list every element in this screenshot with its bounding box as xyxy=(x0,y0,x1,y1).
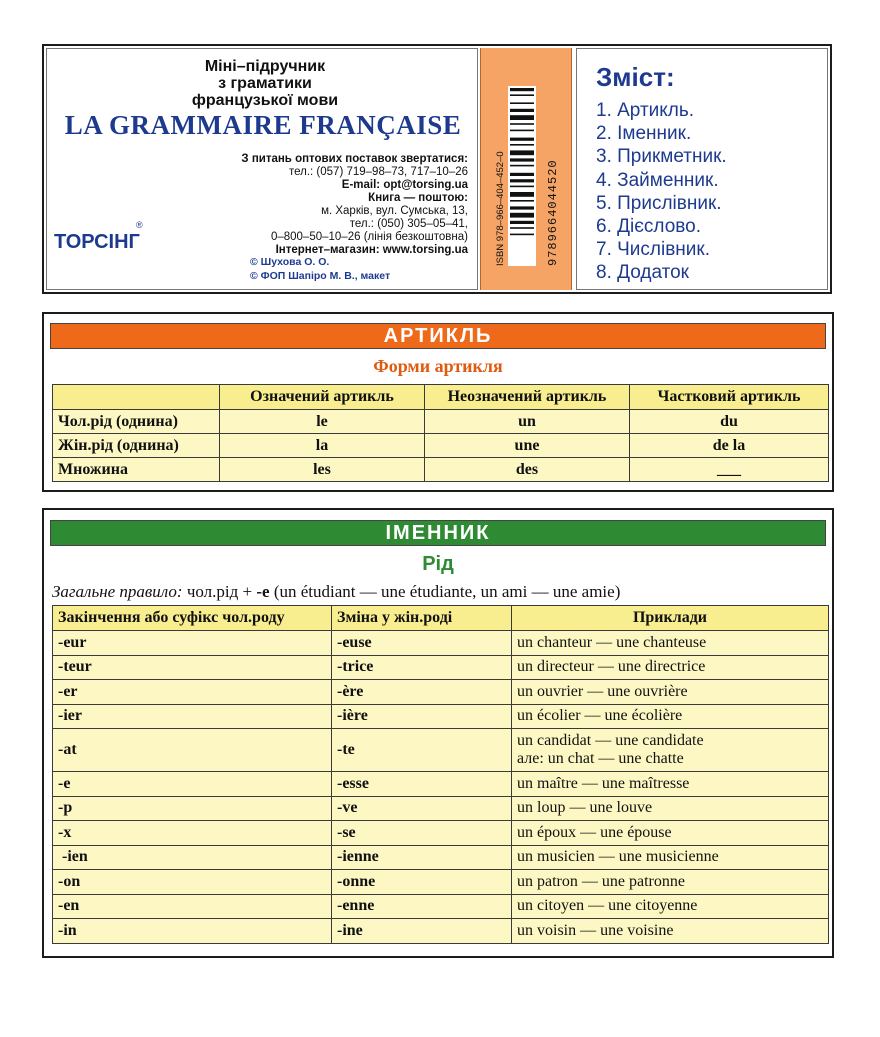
definite-article: la xyxy=(220,434,425,458)
toc-item-noun: 2. Іменник. xyxy=(596,123,692,145)
fem-suffix: -ière xyxy=(332,704,512,729)
masc-suffix: -x xyxy=(53,821,332,846)
barcode-bar xyxy=(510,88,534,91)
contact-line: м. Харків, вул. Сумська, 13, xyxy=(321,205,468,217)
table-header-cell: Приклади xyxy=(512,606,829,631)
table-row xyxy=(53,410,829,434)
table-row xyxy=(53,458,829,482)
contact-line: Книга — поштою: xyxy=(368,192,468,204)
article-heading: АРТИКЛЬ xyxy=(50,323,826,349)
contact-line: тел.: (050) 305–05–41, xyxy=(349,218,468,230)
masc-suffix: -ien xyxy=(53,845,332,870)
contact-line: тел.: (057) 719–98–73, 717–10–26 xyxy=(288,166,468,178)
barcode-bar xyxy=(510,186,534,188)
barcode-bar xyxy=(510,115,534,120)
table-row xyxy=(53,655,829,680)
noun-gender-table xyxy=(52,605,829,944)
barcode-bar xyxy=(510,200,534,202)
definite-article: les xyxy=(220,458,425,482)
example: un directeur — une directrice xyxy=(512,655,829,680)
toc-item-verb: 6. Дієслово. xyxy=(596,216,702,238)
registered-mark: ® xyxy=(136,220,143,230)
masc-suffix: -on xyxy=(53,870,332,895)
subtitle-line: французької мови xyxy=(191,92,339,109)
masc-suffix: -e xyxy=(53,772,332,797)
example: un voisin — une voisine xyxy=(512,919,829,944)
indefinite-article: des xyxy=(425,458,630,482)
barcode-bar xyxy=(510,213,534,218)
example xyxy=(512,729,829,772)
toc-item-adverb: 5. Прислівник. xyxy=(596,192,722,214)
masc-suffix: -ier xyxy=(53,704,332,729)
article-subheading: Форми артикля xyxy=(373,356,503,376)
fem-suffix: -onne xyxy=(332,870,512,895)
masc-suffix: -er xyxy=(53,680,332,705)
contact-website: Інтернет–магазин: www.torsing.ua xyxy=(275,244,468,256)
row-label: Множина xyxy=(53,458,220,482)
contact-email: E-mail: opt@torsing.ua xyxy=(341,179,468,191)
toc-title: Зміст: xyxy=(596,62,675,92)
contact-info xyxy=(190,153,468,257)
contact-line: 0–800–50–10–26 (лінія безкоштовна) xyxy=(270,231,468,243)
barcode-bar xyxy=(510,206,534,209)
table-header-cell: Означений артикль xyxy=(220,385,425,410)
example: un maître — une maîtresse xyxy=(512,772,829,797)
table-row xyxy=(53,704,829,729)
masc-suffix: -en xyxy=(53,894,332,919)
table-header-row xyxy=(53,385,829,410)
rule-examples: (un étudiant — une étudiante, un ami — une amie) xyxy=(269,582,621,601)
fem-suffix: -ine xyxy=(332,919,512,944)
toc-item-numeral: 7. Числівник. xyxy=(596,239,710,261)
barcode-bar xyxy=(510,138,534,141)
table-row xyxy=(53,845,829,870)
barcode-bar xyxy=(510,173,534,176)
partitive-article: du xyxy=(630,410,829,434)
partitive-article: ___ xyxy=(630,458,829,482)
barcode-bar xyxy=(510,227,534,229)
fem-suffix: -trice xyxy=(332,655,512,680)
barcode-bar xyxy=(510,94,534,96)
rule-suffix: -e xyxy=(256,582,270,601)
table-header-row xyxy=(53,606,829,631)
toc-list xyxy=(596,99,727,285)
indefinite-article: une xyxy=(425,434,630,458)
noun-heading: ІМЕННИК xyxy=(50,520,826,546)
fem-suffix: -ère xyxy=(332,680,512,705)
table-row xyxy=(53,772,829,797)
fem-suffix: -te xyxy=(332,729,512,772)
barcode-bar xyxy=(510,144,534,146)
indefinite-article: un xyxy=(425,410,630,434)
table-row xyxy=(53,870,829,895)
table-row xyxy=(53,919,829,944)
example: un musicien — une musicienne xyxy=(512,845,829,870)
example: un citoyen — une citoyenne xyxy=(512,894,829,919)
barcode-bar xyxy=(510,109,534,112)
masc-suffix: -p xyxy=(53,796,332,821)
barcode-bar xyxy=(510,158,534,161)
subtitle-line: з граматики xyxy=(218,75,312,92)
contact-line: З питань оптових поставок звертатися: xyxy=(241,153,468,165)
example-line: un candidat — une candidate xyxy=(517,732,704,749)
general-rule xyxy=(52,582,832,602)
table-row xyxy=(53,894,829,919)
table-row xyxy=(53,729,829,772)
fem-suffix: -ienne xyxy=(332,845,512,870)
toc-item-article: 1. Артикль. xyxy=(596,100,695,121)
example: un écolier — une écolière xyxy=(512,704,829,729)
fem-suffix: -euse xyxy=(332,631,512,656)
noun-subheading: Рід xyxy=(422,553,454,575)
toc-item-adjective: 3. Прикметник. xyxy=(596,146,727,168)
row-label: Чол.рід (однина) xyxy=(53,410,220,434)
table-header-cell: Закінчення або суфікс чол.роду xyxy=(53,606,332,631)
barcode-bar xyxy=(510,179,534,182)
table-header-cell xyxy=(53,385,220,410)
barcode-bar xyxy=(510,150,534,155)
table-row xyxy=(53,631,829,656)
article-table xyxy=(52,384,829,482)
publisher-logo xyxy=(54,218,144,258)
barcode-number: 9789664044520 xyxy=(546,159,560,266)
toc-item-pronoun: 4. Займенник. xyxy=(596,169,719,191)
example: un loup — une louve xyxy=(512,796,829,821)
table-row xyxy=(53,434,829,458)
copyright xyxy=(250,255,455,283)
barcode-bar xyxy=(510,102,534,104)
masc-suffix: -in xyxy=(53,919,332,944)
rule-label: Загальне правило: xyxy=(52,582,183,601)
example: un ouvrier — une ouvrière xyxy=(512,680,829,705)
table-header-cell: Неозначений артикль xyxy=(425,385,630,410)
definite-article: le xyxy=(220,410,425,434)
logo-text: ТОРСІНГ xyxy=(54,231,140,253)
copyright-line: © ФОП Шапіро М. В., макет xyxy=(250,270,391,282)
fem-suffix: -esse xyxy=(332,772,512,797)
barcode-bar xyxy=(510,234,534,236)
example: un époux — une épouse xyxy=(512,821,829,846)
table-header-cell: Частковий артикль xyxy=(630,385,829,410)
copyright-line: © Шухова О. О. xyxy=(250,256,330,268)
isbn-label: ISBN 978–966–404–452–0 xyxy=(495,151,506,266)
fem-suffix: -enne xyxy=(332,894,512,919)
fem-suffix: -ve xyxy=(332,796,512,821)
barcode-bar xyxy=(510,221,534,224)
table-row xyxy=(53,821,829,846)
masc-suffix: -at xyxy=(53,729,332,772)
example-exception: але: un chat — une chatte xyxy=(517,750,684,767)
barcode-bar xyxy=(510,165,534,167)
partitive-article: de la xyxy=(630,434,829,458)
toc-item-appendix: 8. Додаток xyxy=(596,262,689,284)
masc-suffix: -teur xyxy=(53,655,332,680)
table-row xyxy=(53,680,829,705)
masc-suffix: -eur xyxy=(53,631,332,656)
barcode-bar xyxy=(510,192,534,197)
example: un patron — une patronne xyxy=(512,870,829,895)
barcode-bar xyxy=(510,130,534,132)
subtitle-line: Міні–підручник xyxy=(204,58,326,75)
rule-text: чол.рід + xyxy=(182,582,257,601)
example: un chanteur — une chanteuse xyxy=(512,631,829,656)
book-subtitle xyxy=(160,58,370,109)
table-row xyxy=(53,796,829,821)
book-title: LA GRAMMAIRE FRANÇAISE xyxy=(64,110,462,140)
barcode-bar xyxy=(510,123,534,125)
row-label: Жін.рід (однина) xyxy=(53,434,220,458)
table-header-cell: Зміна у жін.роді xyxy=(332,606,512,631)
fem-suffix: -se xyxy=(332,821,512,846)
